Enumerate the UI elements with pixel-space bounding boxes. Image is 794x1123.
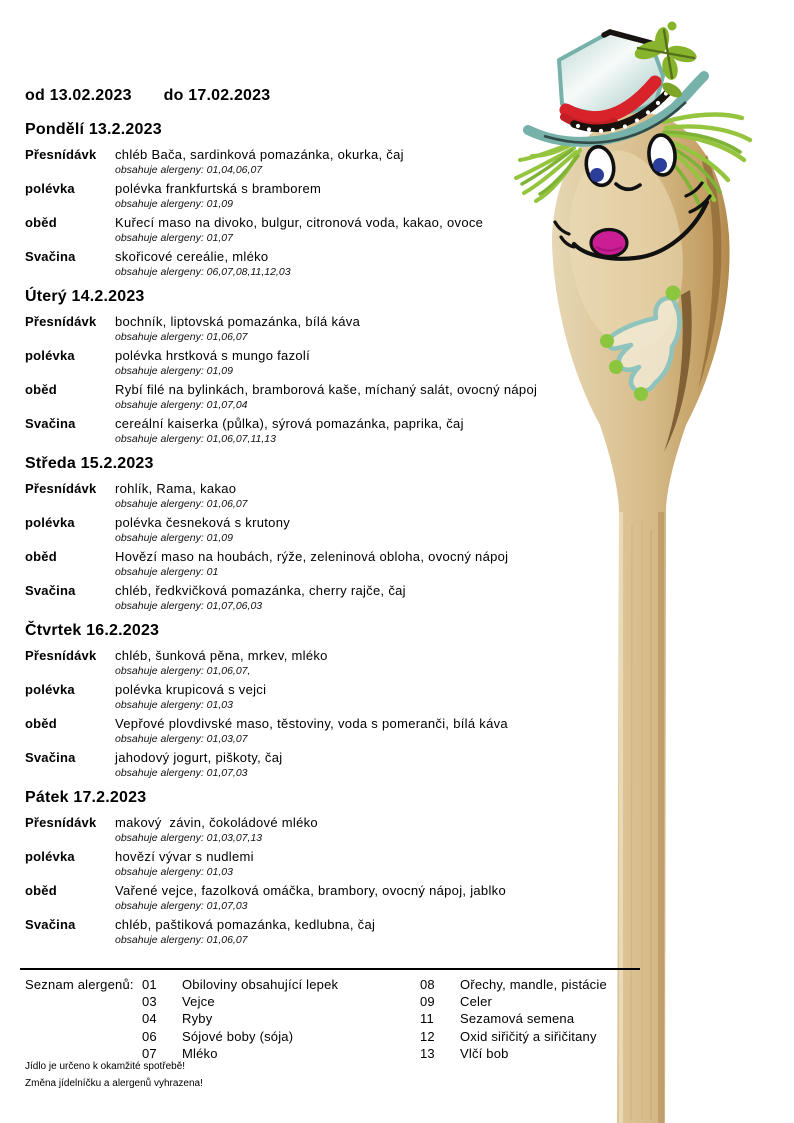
meal-row — [25, 647, 565, 678]
allergen-entry — [420, 993, 607, 1010]
meal-allergens: obsahuje alergeny: 01,09 — [115, 532, 233, 544]
day-title: Čtvrtek 16.2.2023 — [25, 622, 160, 639]
footer-notes — [25, 1058, 203, 1092]
meal-label: oběd — [25, 382, 57, 397]
meal-items: bochník, liptovská pomazánka, bílá káva — [115, 314, 361, 329]
meal-items: Rybí filé na bylinkách, bramborová kaše, míchaný salát, ovocný nápoj — [115, 382, 538, 397]
meal-items: Vařené vejce, fazolková omáčka, brambory, ovocný nápoj, jablko — [115, 883, 506, 898]
meal-allergens: obsahuje alergeny: 01,09 — [115, 365, 233, 377]
allergen-entry — [142, 1010, 420, 1027]
allergen-code: 03 — [142, 994, 157, 1010]
meal-row — [25, 681, 565, 712]
meal-items: rohlík, Rama, kakao — [115, 481, 237, 496]
meal-items: polévka frankfurtská s bramborem — [115, 181, 322, 196]
allergen-code: 09 — [420, 994, 435, 1010]
allergen-legend-right-column — [420, 976, 607, 1062]
allergen-code: 08 — [420, 977, 435, 992]
meal-allergens: obsahuje alergeny: 01 — [115, 566, 219, 578]
allergen-entry — [142, 1028, 420, 1045]
meal-label: oběd — [25, 549, 57, 564]
allergen-code: 12 — [420, 1028, 435, 1044]
allergen-entry — [420, 1045, 607, 1062]
meal-label: Přesnídávk — [25, 147, 97, 162]
meal-row — [25, 146, 565, 177]
meal-allergens: obsahuje alergeny: 01,07,06,03 — [115, 600, 263, 612]
meal-allergens: obsahuje alergeny: 01,07,04 — [115, 399, 248, 411]
meal-label: Svačina — [25, 416, 76, 431]
meal-row — [25, 313, 565, 344]
meal-label: oběd — [25, 883, 57, 898]
allergen-name: Celer — [460, 994, 493, 1010]
allergen-name: Ryby — [182, 1011, 213, 1027]
right-pupil — [653, 158, 667, 172]
meal-items: polévka krupicová s vejci — [115, 682, 267, 697]
meal-label: Přesnídávk — [25, 648, 97, 663]
meal-label: oběd — [25, 716, 57, 731]
meal-items: makový závin, čokoládové mléko — [115, 815, 318, 830]
allergen-entry — [420, 976, 607, 993]
meal-row — [25, 347, 565, 378]
meal-allergens: obsahuje alergeny: 01,04,06,07 — [115, 164, 263, 176]
allergen-name: Mléko — [182, 1045, 218, 1061]
meal-label: Svačina — [25, 750, 76, 765]
meal-items: cereální kaiserka (půlka), sýrová pomazánka, paprika, čaj — [115, 416, 464, 431]
allergen-code: 07 — [142, 1045, 157, 1061]
allergen-legend — [25, 976, 607, 1062]
meal-label: oběd — [25, 215, 57, 230]
meal-items: Kuřecí maso na divoko, bulgur, citronová voda, kakao, ovoce — [115, 215, 484, 230]
day-title: Pondělí 13.2.2023 — [25, 121, 162, 138]
spoon-body — [552, 112, 730, 1123]
meal-items: chléb, paštiková pomazánka, kedlubna, čaj — [115, 917, 376, 932]
meal-label: Přesnídávk — [25, 815, 97, 830]
meal-allergens: obsahuje alergeny: 01,06,07, — [115, 665, 251, 677]
allergen-name: Sójové boby (sója) — [182, 1028, 294, 1044]
footer-note-consumption: Jídlo je určeno k okamžité spotřebě! — [25, 1061, 186, 1072]
meal-allergens: obsahuje alergeny: 06,07,08,11,12,03 — [115, 266, 291, 278]
meal-allergens: obsahuje alergeny: 01,03 — [115, 699, 233, 711]
meal-items: skořicové cereálie, mléko — [115, 249, 269, 264]
allergen-entry — [142, 993, 420, 1010]
meal-items: Vepřové plovdivské maso, těstoviny, voda s pomeranči, bílá káva — [115, 716, 508, 731]
meal-row — [25, 882, 565, 913]
meal-items: polévka hrstková s mungo fazolí — [115, 348, 311, 363]
allergen-name: Vlčí bob — [460, 1045, 509, 1061]
day-section-tuesday — [25, 287, 565, 446]
meal-label: polévka — [25, 849, 75, 864]
left-pupil — [590, 168, 604, 182]
meal-row — [25, 214, 565, 245]
meal-allergens: obsahuje alergeny: 01,06,07 — [115, 498, 248, 510]
allergen-name: Ořechy, mandle, pistácie — [460, 977, 607, 992]
meal-row — [25, 582, 565, 613]
allergen-entry — [142, 976, 420, 993]
day-section-wednesday — [25, 454, 565, 613]
allergen-legend-left-column — [142, 976, 420, 1062]
footer-note-changes: Změna jídelníčku a alergenů vyhrazena! — [25, 1078, 203, 1089]
allergen-name: Oxid siřičitý a siřičitany — [460, 1028, 597, 1044]
meal-label: polévka — [25, 181, 75, 196]
tongue — [591, 230, 627, 257]
meal-label: polévka — [25, 515, 75, 530]
meal-allergens: obsahuje alergeny: 01,06,07 — [115, 331, 248, 343]
meal-row — [25, 180, 565, 211]
meal-label: polévka — [25, 682, 75, 697]
allergen-code: 06 — [142, 1028, 157, 1044]
meal-row — [25, 715, 565, 746]
allergen-name: Vejce — [182, 994, 215, 1010]
date-to: do 17.02.2023 — [163, 87, 271, 104]
meal-items: chléb Bača, sardinková pomazánka, okurka, čaj — [115, 147, 404, 162]
meal-row — [25, 248, 565, 279]
allergen-legend-title: Seznam alergenů: — [25, 977, 134, 992]
meal-label: Svačina — [25, 917, 76, 932]
meal-allergens: obsahuje alergeny: 01,03 — [115, 866, 233, 878]
meal-items: hovězí vývar s nudlemi — [115, 849, 254, 864]
date-range-header — [25, 86, 565, 106]
meal-label: Svačina — [25, 583, 76, 598]
meal-label: polévka — [25, 348, 75, 363]
meal-row — [25, 814, 565, 845]
allergen-name: Sezamová semena — [460, 1011, 575, 1027]
day-title: Středa 15.2.2023 — [25, 455, 154, 472]
meal-items: chléb, šunková pěna, mrkev, mléko — [115, 648, 328, 663]
meal-row — [25, 749, 565, 780]
meal-row — [25, 848, 565, 879]
day-title: Pátek 17.2.2023 — [25, 789, 147, 806]
meal-items: chléb, ředkvičková pomazánka, cherry rajče, čaj — [115, 583, 406, 598]
day-title: Úterý 14.2.2023 — [25, 288, 145, 305]
meal-allergens: obsahuje alergeny: 01,03,07,13 — [115, 832, 263, 844]
allergen-list-divider — [20, 968, 640, 970]
meal-label: Svačina — [25, 249, 76, 264]
meal-items: polévka česneková s krutony — [115, 515, 291, 530]
allergen-entry — [420, 1010, 607, 1027]
meal-allergens: obsahuje alergeny: 01,09 — [115, 198, 233, 210]
allergen-code: 11 — [420, 1011, 434, 1027]
meal-row — [25, 381, 565, 412]
meal-items: jahodový jogurt, piškoty, čaj — [115, 750, 283, 765]
meal-row — [25, 916, 565, 947]
meal-row — [25, 514, 565, 545]
meal-allergens: obsahuje alergeny: 01,06,07,11,13 — [115, 433, 276, 445]
meal-row — [25, 548, 565, 579]
meal-allergens: obsahuje alergeny: 01,03,07 — [115, 733, 248, 745]
meal-allergens: obsahuje alergeny: 01,07 — [115, 232, 233, 244]
meal-allergens: obsahuje alergeny: 01,07,03 — [115, 900, 248, 912]
allergen-code: 04 — [142, 1011, 157, 1027]
meal-allergens: obsahuje alergeny: 01,06,07 — [115, 934, 248, 946]
meal-items: Hovězí maso na houbách, rýže, zeleninová obloha, ovocný nápoj — [115, 549, 509, 564]
allergen-name: Obiloviny obsahující lepek — [182, 977, 339, 992]
allergen-code: 13 — [420, 1045, 435, 1061]
meal-label: Přesnídávk — [25, 481, 97, 496]
day-section-thursday — [25, 621, 565, 780]
meal-row — [25, 415, 565, 446]
menu-content — [25, 86, 565, 955]
meal-label: Přesnídávk — [25, 314, 97, 329]
day-section-monday — [25, 120, 565, 279]
day-section-friday — [25, 788, 565, 947]
allergen-entry — [420, 1028, 607, 1045]
allergen-code: 01 — [142, 977, 157, 992]
date-from: od 13.02.2023 — [25, 87, 132, 104]
meal-row — [25, 480, 565, 511]
meal-allergens: obsahuje alergeny: 01,07,03 — [115, 767, 248, 779]
